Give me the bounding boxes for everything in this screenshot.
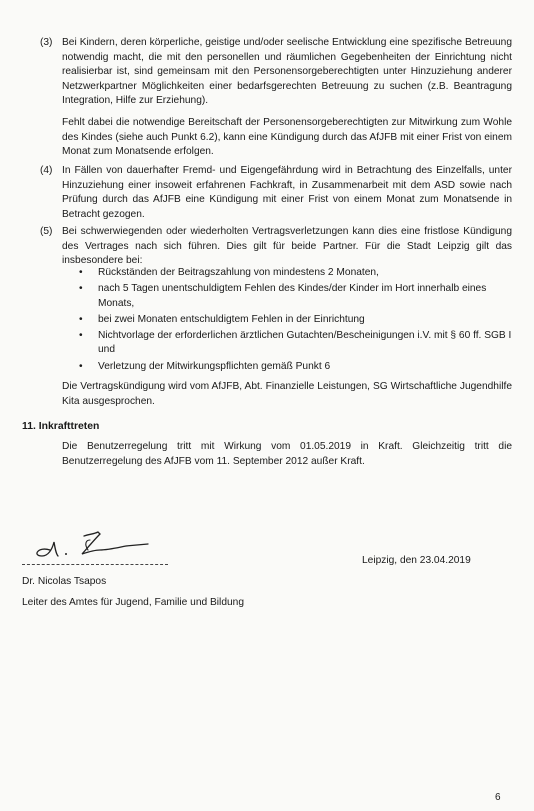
section-11-text: Die Benutzerregelung tritt mit Wirkung vom 01.05.2019 in Kraft. Gleichzeitig tritt die Benutzerregelung des AfJFB vom 11. September 2012 außer Kraft. [62,441,512,467]
item-text: Bei Kindern, deren körperliche, geistige und/oder seelische Entwicklung eine spezifische Betreuung notwendig macht, die mit den personellen und räumlichen Gegebenheiten der Einrichtung nicht realisierbar ist, sind gemeinsam mit den Personensorgeberechtigten unter Hinzuziehung anderer Netzwerkpartner Möglichkeiten einer bedarfsgerechten Betreuung zu suchen (z.B. Beantragung Integration, Hilfe zur Erziehung). [62,37,512,107]
item-5-closing: Die Vertragskündigung wird vom AfJFB, Abt. Finanzielle Leistungen, SG Wirtschaftliche Jugendhilfe Kita ausgesprochen. [62,381,512,407]
list-item: • Nichtvorlage der erforderlichen ärztlichen Gutachten/Bescheinigungen i.V. mit § 60 ff. SGB I und [79,329,512,356]
list-item-5 [40,225,512,269]
signer-role: Leiter des Amtes für Jugend, Familie und Bildung [22,597,244,608]
item-number: (4) [40,165,53,176]
page-number: 6 [495,792,501,803]
signature-image [28,522,158,566]
signature-line [22,564,168,565]
bullet-icon: • [79,329,83,341]
list-item: • Rückständen der Beitragszahlung von mindestens 2 Monaten, [62,266,512,281]
item-text: Bei schwerwiegenden oder wiederholten Vertragsverletzungen kann dies eine fristlose Kündigung des Vertrages nach sich führen. Dies gilt für beide Partner. Für die Stadt Leipzig gilt das insbesondere bei: [62,226,512,267]
list-item: • bei zwei Monaten entschuldigtem Fehlen in der Einrichtung [62,313,512,328]
item-3-followup: Fehlt dabei die notwendige Bereitschaft der Personensorgeberechtigten zur Mitwirkung zum Wohle des Kindes (siehe auch Punkt 6.2), kann eine Kündigung durch das AfJFB mit einer Frist von einem Monat zum Monatsende erfolgen. [62,117,512,158]
list-item-3 [40,36,512,109]
list-item: • nach 5 Tagen unentschuldigtem Fehlen des Kindes/der Kinder im Hort innerhalb eines Monats, [79,283,487,309]
bullet-icon: • [79,313,83,325]
bullet-list [62,266,512,376]
signer-name: Dr. Nicolas Tsapos [22,576,107,587]
list-item-4 [40,164,512,222]
item-number: (3) [40,37,53,48]
section-heading: 11. Inkrafttreten [22,421,100,432]
item-number: (5) [40,226,53,237]
bullet-icon: • [79,283,83,295]
bullet-icon: • [79,267,83,278]
bullet-icon: • [79,360,83,372]
item-text: In Fällen von dauerhafter Fremd- und Eigengefährdung wird in Betrachtung des Einzelfalls, unter Hinzuziehung einer insoweit erfahrenen Fachkraft, in Zusammenarbeit mit dem ASD sowie nach Prüfung durch das AfJFB eine Kündigung mit einer Frist von einem Monat zum Monatsende in Betracht gezogen. [62,165,512,220]
place-date: Leipzig, den 23.04.2019 [362,555,471,566]
list-item: • Verletzung der Mitwirkungspflichten gemäß Punkt 6 [62,360,512,375]
